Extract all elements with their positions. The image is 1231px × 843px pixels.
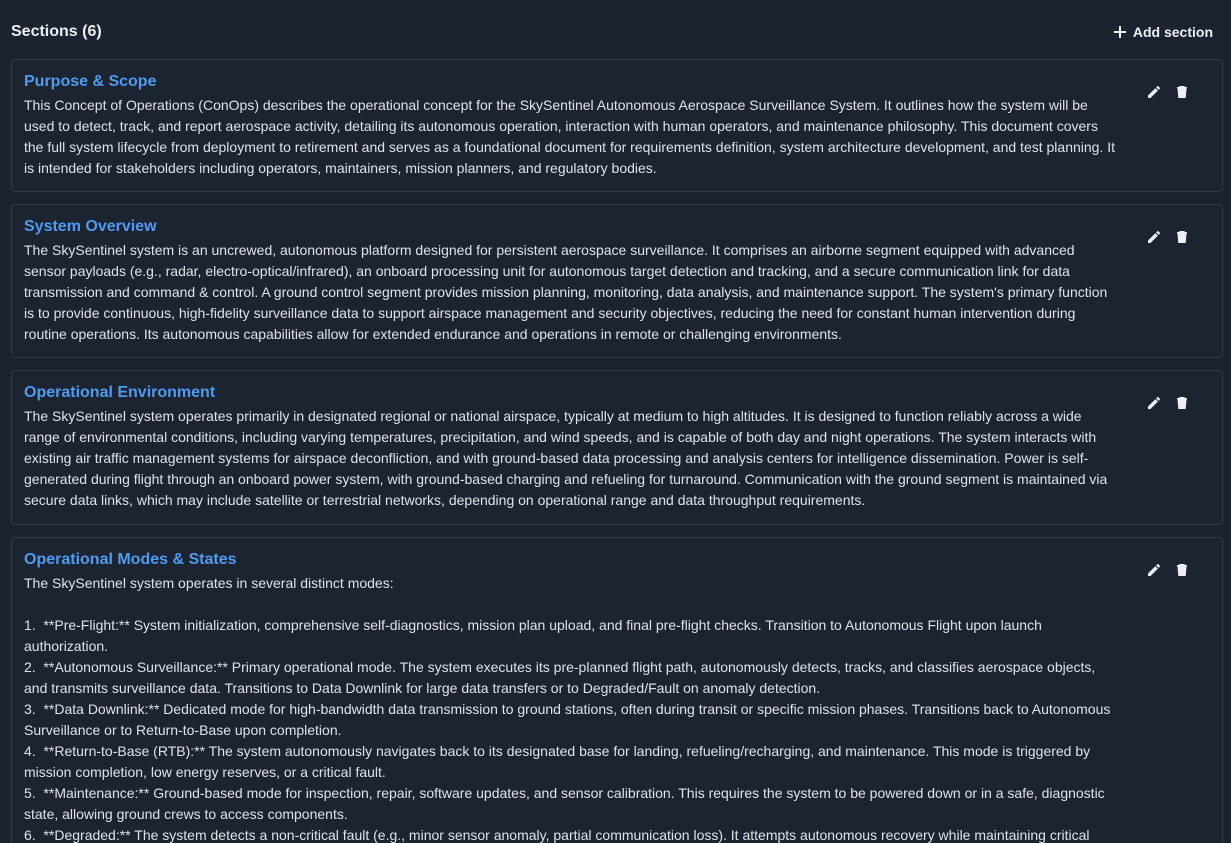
section-actions [1146,562,1190,578]
add-section-button[interactable] [1113,24,1219,40]
section-text: The SkySentinel system is an uncrewed, autonomous platform designed for persistent aerospace surveillance. It comprises an airborne segment equipped with advanced sensor payloads (e.g., radar, electro-optical/infrared), an onboard processing unit for autonomous target detection and tracking, and a secure communication link for data transmission and command & control. A ground control segment provides mission planning, monitoring, data analysis, and maintenance support. The system's primary function is to provide continuous, high-fidelity surveillance data to support airspace management and security objectives, reducing the need for constant human intervention during routine operations. Its autonomous capabilities allow for extended endurance and operations in remote or challenging environments. [24,242,1112,342]
section-content [24,383,1117,511]
section-card [11,204,1223,358]
section-card [11,537,1223,843]
section-content [24,72,1117,179]
plus-icon [1113,25,1127,39]
section-title[interactable]: Operational Modes & States [24,551,237,568]
section-card [11,59,1223,192]
trash-icon[interactable] [1174,562,1190,578]
trash-icon[interactable] [1174,229,1190,245]
section-card [11,370,1223,525]
section-title[interactable]: System Overview [24,218,157,235]
pencil-icon[interactable] [1146,562,1162,578]
section-actions [1146,229,1190,245]
pencil-icon[interactable] [1146,395,1162,411]
trash-icon[interactable] [1174,84,1190,100]
section-content [24,550,1117,843]
section-actions [1146,84,1190,100]
section-title[interactable]: Operational Environment [24,384,216,401]
trash-icon[interactable] [1174,395,1190,411]
section-text: This Concept of Operations (ConOps) describes the operational concept for the SkySentinel Autonomous Aerospace Surveillance System. It outlines how the system will be used to detect, track, and report aerospace activity, detailing its autonomous operation, interaction with human operators, and maintenance philosophy. This document covers the full system lifecycle from deployment to retirement and serves as a foundational document for requirements definition, system architecture development, and test planning. It is intended for stakeholders including operators, maintainers, mission planners, and regulatory bodies. [24,97,1119,176]
section-content [24,217,1117,345]
add-section-label: Add section [1132,24,1213,40]
section-actions [1146,395,1190,411]
section-title[interactable]: Purpose & Scope [24,73,157,90]
sections-count-title: Sections (6) [11,23,102,40]
sections-header [11,19,1219,45]
pencil-icon[interactable] [1146,229,1162,245]
section-text: The SkySentinel system operates primarily in designated regional or national airspace, typically at medium to high altitudes. It is designed to function reliably across a wide range of environmental conditions, including varying temperatures, precipitation, and wind speeds, and is capable of both day and night operations. The system interacts with existing air traffic management systems for airspace deconfliction, and with ground-based data processing and analysis centers for intelligence dissemination. Power is self-generated during flight through an onboard power system, with ground-based charging and refueling for turnaround. Communication with the ground segment is maintained via secure data links, which may include satellite or terrestrial networks, depending on operational range and data throughput requirements. [24,408,1112,508]
section-text: The SkySentinel system operates in several distinct modes: 1. **Pre-Flight:** System initialization, comprehensive self-diagnostics, mission plan upload, and final pre-flight checks. Transition to Autonomous Flight upon launch authorization. 2. **Autonomous Surveillance:** Primary operational mode. The system executes its pre-planned flight path, autonomously detects, tracks, and classifies aerospace objects, and transmits surveillance data. Transitions to Data Downlink for large data transfers or to Degraded/Fault on anomaly detection. 3. **Data Downlink:** Dedicated mode for high-bandwidth data transmission to ground stations, often during transit or specific mission phases. Transitions back to Autonomous Surveillance or to Return-to-Base upon completion. 4. **Return-to-Base (RTB):** The system autonomously navigates back to its designated base for landing, refueling/recharging, and maintenance. This mode is triggered by mission completion, low energy reserves, or a critical fault. 5. **Maintenance:** Ground-based mode for inspection, repair, software updates, and sensor calibration. This requires the system to be powered down or in a safe, diagnostic state, allowing ground crews to access components. 6. **Degraded:** The system detects a non-critical fault (e.g., minor sensor anomaly, partial communication loss). It attempts autonomous recovery while maintaining critical [24,575,1111,843]
pencil-icon[interactable] [1146,84,1162,100]
